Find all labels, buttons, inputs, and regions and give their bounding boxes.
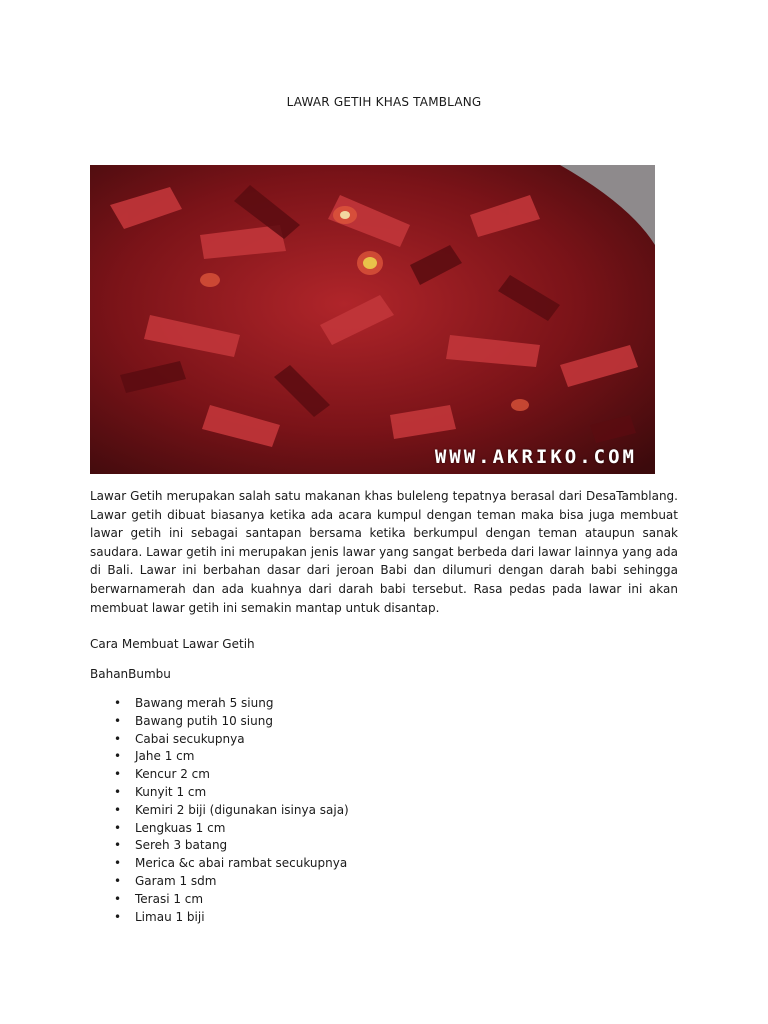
ingredient-text: Kencur 2 cm (135, 767, 210, 782)
bullet-icon: • (114, 873, 122, 888)
bullet-icon: • (114, 891, 122, 906)
bullet-icon: • (114, 820, 122, 835)
ingredient-item (90, 909, 349, 927)
intro-paragraph: Lawar Getih merupakan salah satu makanan khas buleleng tepatnya berasal dari DesaTamblang. Lawar getih dibuat biasanya ketika ada acara kumpul dengan teman maka bisa juga membuat lawar getih ini sebagai santapan bersama ketika berkumpul dengan teman ataupun sanak saudara. Lawar getih ini merupakan jenis lawar yang sangat berbeda dari lawar lainnya yang ada di Bali. Lawar ini berbahan dasar dari jeroan Babi dan dilumuri dengan darah babi sehingga berwarnamerah dan ada kuahnya dari darah babi tersebut. Rasa pedas pada lawar ini akan membuat lawar getih ini semakin mantap untuk disantap. (90, 489, 678, 615)
ingredient-text: Terasi 1 cm (135, 891, 204, 906)
ingredient-item (90, 695, 349, 713)
ingredient-item (90, 784, 349, 802)
bullet-icon: • (114, 838, 122, 853)
ingredient-item (90, 837, 349, 855)
ingredient-text: Kunyit 1 cm (135, 784, 207, 799)
ingredient-item (90, 731, 349, 749)
bullet-icon: • (114, 696, 122, 710)
sub-heading: BahanBumbu (90, 667, 171, 681)
section-heading: Cara Membuat Lawar Getih (90, 637, 255, 651)
bullet-icon: • (114, 856, 122, 871)
ingredient-text: Cabai secukupnya (135, 731, 245, 746)
ingredient-text: Jahe 1 cm (135, 749, 195, 764)
bullet-icon: • (114, 767, 122, 782)
bullet-icon: • (114, 713, 122, 728)
ingredient-item (90, 873, 349, 891)
ingredient-text: Garam 1 sdm (135, 873, 217, 888)
ingredient-list (90, 695, 349, 926)
bullet-icon: • (114, 784, 122, 799)
photo-watermark: WWW.AKRIKO.COM (434, 446, 637, 468)
bullet-icon: • (114, 909, 122, 924)
lawar-photo (90, 165, 655, 474)
ingredient-item (90, 891, 349, 909)
lawar-food-image (90, 165, 655, 474)
ingredient-item (90, 802, 349, 820)
ingredient-text: Limau 1 biji (135, 909, 205, 924)
ingredient-text: Bawang merah 5 siung (135, 696, 274, 710)
ingredient-text: Merica &c abai rambat secukupnya (135, 856, 348, 871)
ingredient-item (90, 820, 349, 838)
bullet-icon: • (114, 802, 122, 817)
ingredient-text: Bawang putih 10 siung (135, 713, 273, 728)
ingredient-item (90, 748, 349, 766)
bullet-icon: • (114, 749, 122, 764)
ingredient-text: Lengkuas 1 cm (135, 820, 226, 835)
ingredient-item (90, 766, 349, 784)
ingredient-item (90, 713, 349, 731)
ingredient-text: Kemiri 2 biji (digunakan isinya saja) (135, 802, 349, 817)
ingredient-text: Sereh 3 batang (135, 838, 228, 853)
bullet-icon: • (114, 731, 122, 746)
document-title: LAWAR GETIH KHAS TAMBLANG (286, 95, 482, 109)
ingredient-item (90, 855, 349, 873)
